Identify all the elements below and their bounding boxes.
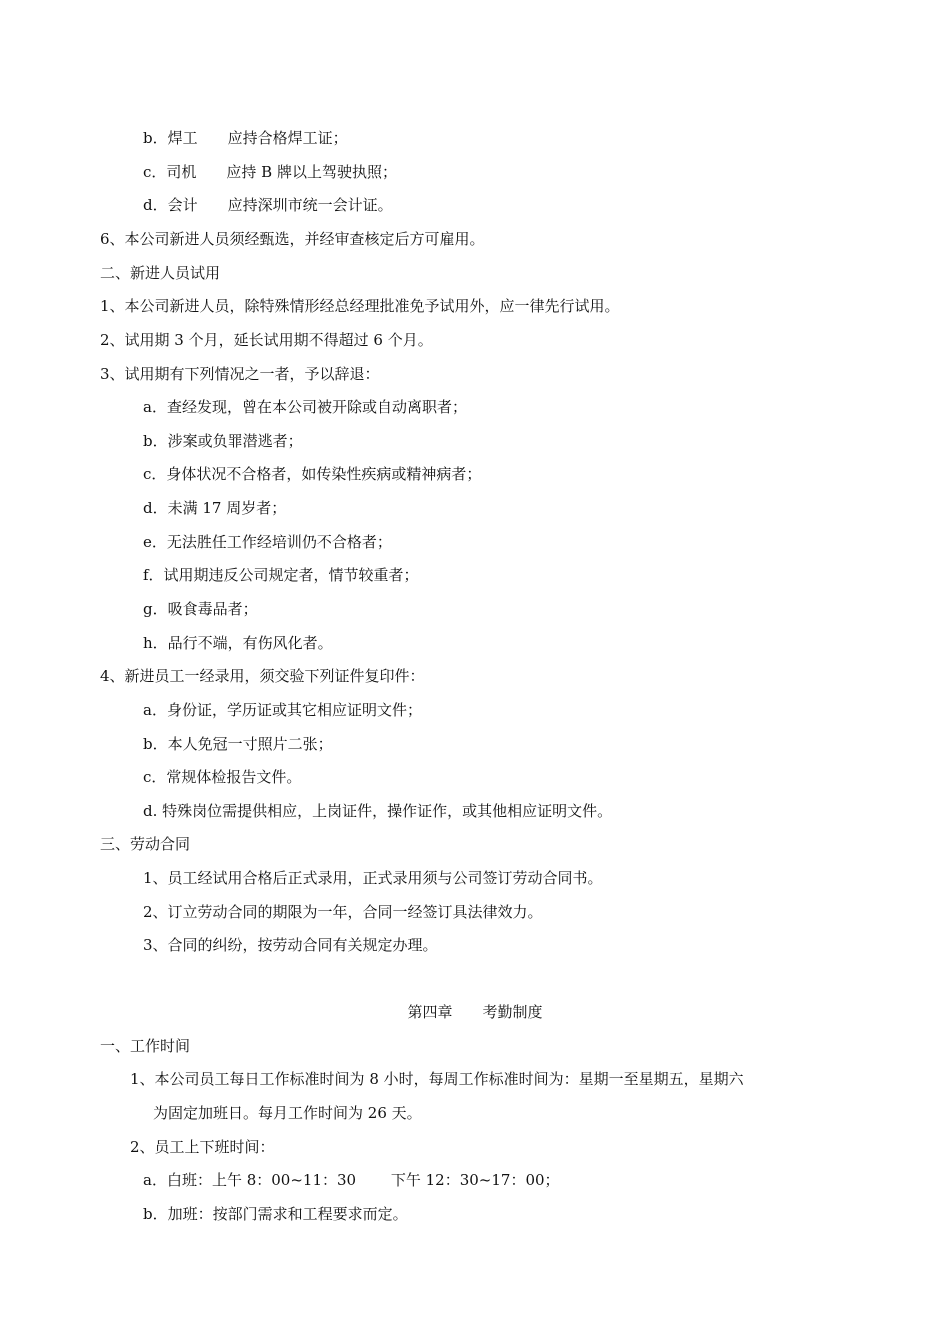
paragraph: 1、本公司新进人员，除特殊情形经总经理批准免予试用外，应一律先行试用。 [100,297,620,315]
list-item: b．焊工 应持合格焊工证； [143,129,348,147]
list-item: a．身份证，学历证或其它相应证明文件； [143,701,422,719]
paragraph: 2、试用期 3 个月，延长试用期不得超过 6 个月。 [100,331,433,349]
list-item: b．加班：按部门需求和工程要求而定。 [143,1205,408,1223]
list-item: 3、合同的纠纷，按劳动合同有关规定办理。 [143,936,438,954]
paragraph: 2、员工上下班时间： [130,1138,275,1156]
section-heading: 二、新进人员试用 [100,264,221,282]
list-item: b．本人免冠一寸照片二张； [143,735,333,753]
list-item: f．试用期违反公司规定者，情节较重者； [143,566,419,584]
list-item: c．身体状况不合格者，如传染性疾病或精神病者； [143,465,482,483]
list-item: 2、订立劳动合同的期限为一年，合同一经签订具法律效力。 [143,903,543,921]
list-item: 1、员工经试用合格后正式录用，正式录用须与公司签订劳动合同书。 [143,869,603,887]
list-item: a．白班：上午 8：00~11：30 下午 12：30~17：00； [143,1171,560,1189]
list-item: a．查经发现，曾在本公司被开除或自动离职者； [143,398,467,416]
list-item: g．吸食毒品者； [143,600,258,618]
paragraph-continuation: 为固定加班日。每月工作时间为 26 天。 [153,1104,422,1122]
list-item: c．司机 应持 B 牌以上驾驶执照； [143,163,397,181]
list-item: d．未满 17 周岁者； [143,499,287,517]
section-heading: 一、工作时间 [100,1037,191,1055]
paragraph: 4、新进员工一经录用，须交验下列证件复印件： [100,667,425,685]
list-item: d. 特殊岗位需提供相应，上岗证件，操作证作，或其他相应证明文件。 [143,802,613,820]
paragraph: 1、本公司员工每日工作标准时间为 8 小时，每周工作标准时间为：星期一至星期五，星期六 [130,1070,744,1088]
section-heading: 三、劳动合同 [100,835,191,853]
list-item: c．常规体检报告文件。 [143,768,302,786]
paragraph: 3、试用期有下列情况之一者，予以辞退： [100,365,380,383]
chapter-title: 第四章 考勤制度 [407,1003,543,1021]
list-item: e．无法胜任工作经培训仍不合格者； [143,533,392,551]
list-item: b．涉案或负罪潜逃者； [143,432,303,450]
paragraph: 6、本公司新进人员须经甄选，并经审查核定后方可雇用。 [100,230,485,248]
list-item: h．品行不端，有伤风化者。 [143,634,333,652]
list-item: d．会计 应持深圳市统一会计证。 [143,196,393,214]
